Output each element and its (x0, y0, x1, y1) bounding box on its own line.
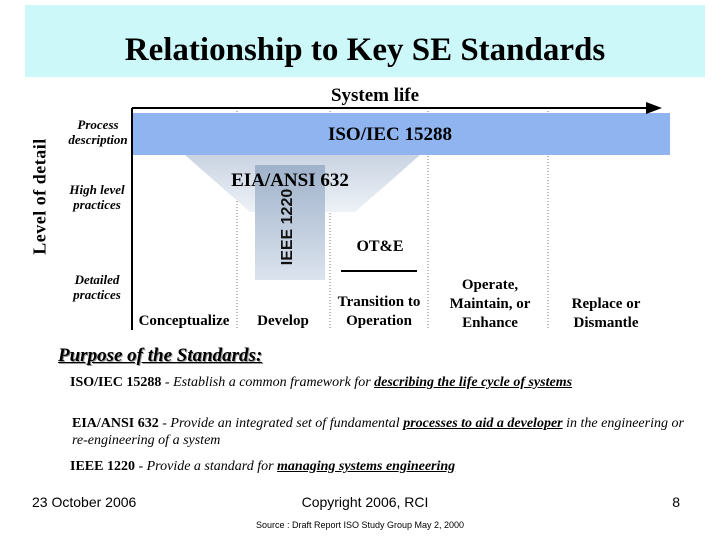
std-emphasis: processes to aid a developer (403, 416, 563, 431)
eia-band-label: EIA/ANSI 632 (231, 170, 349, 191)
purpose-heading: Purpose of the Standards: (58, 345, 263, 366)
std-desc: - Establish a common framework for (161, 375, 375, 390)
ieee-band-label: IEEE 1220 (279, 188, 296, 266)
phase-develop: Develop (257, 313, 309, 329)
phase-replace: Replace or Dismantle (571, 296, 641, 331)
ote-label: OT&E (356, 238, 404, 255)
phase-conceptualize: Conceptualize (138, 313, 230, 329)
row-label-process: Process description (68, 117, 128, 147)
footer-source: Source : Draft Report ISO Study Group May 2, 2000 (255, 520, 465, 530)
footer-copyright: Copyright 2006, RCI (301, 494, 429, 510)
row-label-high-level: High level practices (69, 182, 125, 212)
std-name: IEEE 1220 (70, 459, 135, 474)
phase-transition: Transition to Operation (337, 294, 421, 329)
std-emphasis: describing the life cycle of systems (374, 375, 573, 390)
std-desc-continued: in the engineering or re-engineering of a system (72, 416, 684, 448)
footer-date: 23 October 2006 (32, 494, 137, 510)
y-axis-label: Level of detail (29, 138, 50, 255)
phase-operate: Operate, Maintain, or Enhance (449, 277, 531, 331)
std-desc: - Provide an integrated set of fundamental (158, 416, 404, 431)
std-name: EIA/ANSI 632 (72, 416, 159, 431)
slide-title: Relationship to Key SE Standards (124, 32, 606, 68)
std-emphasis: managing systems engineering (277, 459, 456, 474)
std-name: ISO/IEC 15288 (70, 375, 162, 390)
purpose-item-eia (72, 415, 702, 449)
iso-band-label: ISO/IEC 15288 (327, 124, 453, 145)
purpose-item-iso (70, 374, 700, 391)
std-desc: - Provide a standard for (134, 459, 278, 474)
purpose-item-ieee (70, 458, 700, 475)
row-label-detailed: Detailed practices (73, 272, 121, 302)
footer-page-number: 8 (672, 494, 680, 510)
x-axis-label: System life (330, 85, 420, 106)
x-axis-arrow-icon (646, 102, 662, 114)
